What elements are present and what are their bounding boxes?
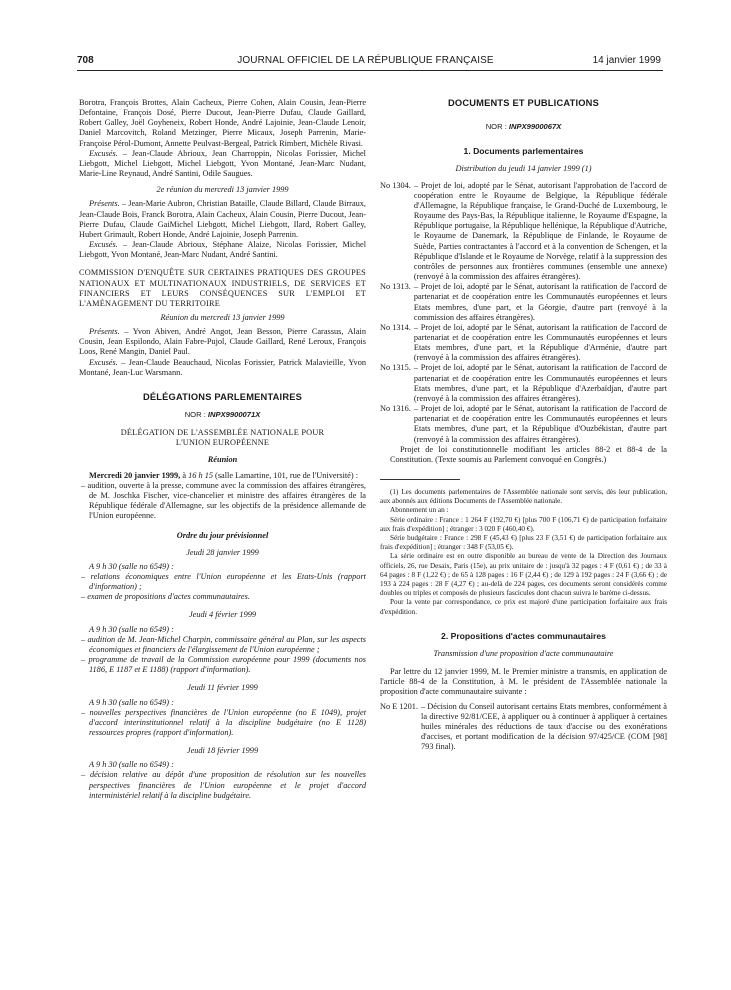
section-1-heading: 1. Documents parlementaires [463, 146, 584, 157]
documents-heading: DOCUMENTS ET PUBLICATIONS [448, 98, 599, 108]
document-number: No 1316. [380, 404, 411, 414]
agenda-item: – programme de travail de la Commission européenne pour 1999 (documents nos 1186, E 1187 et E 1188) (rapport d'information). [81, 655, 366, 675]
present-names: – Yvon Abiven, André Angot, Jean Besson, Pierre Carassus, Alain Cousin, Jean Espilondo, Alain Fabre-Pujol, Claude Gaillard, René Leroux, François Loos, René Mangin, Daniel Paul. [79, 327, 366, 357]
journal-title: JOURNAL OFFICIEL DE LA RÉPUBLIQUE FRANÇAISE [237, 55, 494, 66]
meeting-connector: à [180, 470, 189, 480]
footnote-ordinary-series: Série ordinaire : France : 1 264 F (192,70 €) [plus 700 F (106,71 €) de participation forfaitaire aux frais d'expédition] ; étranger : 3 020 F (460,40 €). [380, 515, 667, 533]
community-act-entry [380, 702, 667, 753]
footnote-subscription: Abonnement un an : [390, 506, 449, 515]
agenda-list [79, 548, 366, 809]
footnote-unit-prices: La série ordinaire est en outre disponible au bureau de vente de la Direction des Journaux officiels, 26, rue Desaix, Paris (15e), au prix unitaire de : jusqu'à 32 pages : 4 F (0,61 €) ; de 33 à 64 pages : 8 F (1,22 €) ; de 65 à 128 pages : 16 F (2,44 €) ; de 129 à 192 pages : 24 F (3,66 €) ; de 193 à 224 pages : 28 F (4,27 €) ; au-delà de 224 pages, ces documents seront considérés comme doubles ou triples et composés de plusieurs fascicules dont chacun suivra le barème ci-dessus. [380, 552, 667, 598]
excused-paragraph-2 [79, 240, 366, 260]
constitution-note: Projet de loi constitutionnelle modifiant les articles 88-2 et 88-4 de la Constitution. (Texte soumis au Parlement convoqué en Congrès.) [390, 444, 667, 464]
document-list [380, 181, 667, 445]
right-column [380, 98, 667, 752]
agenda-date: Jeudi 28 janvier 1999 [186, 547, 259, 557]
meeting-subheading: Réunion du mercredi 13 janvier 1999 [160, 312, 285, 322]
delegations-heading: DÉLÉGATIONS PARLEMENTAIRES [142, 391, 303, 402]
nor-reference [79, 410, 366, 420]
footnote-rule [380, 479, 460, 480]
document-number: No 1315. [380, 363, 411, 373]
excused-label: Excusés. [89, 148, 118, 158]
agenda-item: – audition de M. Jean-Michel Charpin, commissaire général au Plan, sur les aspects économiques et financiers de l'élargissement de l'Union européenne ; [81, 634, 366, 654]
document-entry [380, 363, 667, 404]
agenda-item: – relations économiques entre l'Union européenne et les Etats-Unis (rapport d'information) ; [81, 571, 366, 592]
footnote-1: (1) Les documents parlementaires de l'Assemblée nationale sont servis, dès leur publication, aux abonnés aux éditions Documents de l'Assemblée nationale. [380, 488, 667, 506]
footnote-budget-series: Série budgétaire : France : 298 F (45,43 €) [plus 23 F (3,51 €) de participation forfaitaire aux frais d'expédition] ; étranger : 348 F (53,05 €). [380, 534, 667, 552]
document-text: – Projet de loi, adopté par le Sénat, autorisant la ratification de l'accord de partenariat et de coopération entre les Communautés européennes et leurs Etats membres, d'une part, et la Géorgie, d'autre part (renvoyé à la commission des affaires étrangères). [413, 282, 667, 322]
nor-code: INPX9900071X [207, 410, 261, 420]
meeting-date: Mercredi 20 janvier 1999, [89, 470, 181, 480]
excused-names: – Jean-Claude Abrioux, Jean Charroppin, Nicolas Forissier, Michel Liebgott, Michel Liebgott, Michel Liebgott, Yvon Montané, Jean-Marc Nudant, Marie-Line Reynaud, André Santini, Odile Saugues. [79, 148, 366, 179]
distribution-line: Distribution du jeudi 14 janvier 1999 (1) [455, 164, 592, 174]
document-text: – Projet de loi, adopté par le Sénat, autorisant la ratification de l'accord de partenariat et de coopération entre les Communautés européennes et leurs Etats membres, d'une part, et la République d'Azerbaïdjan, d'autre part (renvoyé à la commission des affaires étrangères). [413, 363, 667, 403]
meeting-location: (salle Lamartine, 101, rue de l'Université) : [212, 470, 359, 480]
excused-label: Excusés. [89, 240, 118, 250]
section-2-heading: 2. Propositions d'actes communautaires [441, 630, 606, 641]
document-text: – Projet de loi, adopté par le Sénat, autorisant l'approbation de l'accord de coopération entre le Royaume de Belgique, la République fédérale d'Allemagne, la République française, le Grand-Duché de Luxembourg, le Royaume des Pays-Bas, la République italienne, le Royaume d'Espagne, la République portugaise, la République hellénique, la République d'Autriche, le Royaume de Danemark, la République de Finlande, le Royaume de Suède, Parties contractantes à l'accord et à la convention de Schengen, et la République d'Islande et le Royaume de Norvège, relatif à la suppression des contrôles de personnes aux frontières communes (ensemble une annexe) (renvoyé à la commission des affaires étrangères). [413, 180, 667, 282]
agenda-item: – décision relative au dépôt d'une proposition de résolution sur les nouvelles perspectives financières de l'Union européenne et le projet d'accord interministériel relatif à la discipline budgétaire. [81, 770, 366, 800]
transmission-subheading: Transmission d'une proposition d'acte communautaire [433, 649, 614, 658]
nor-label: NOR : [485, 122, 509, 132]
community-act-number: No E 1201. [380, 701, 419, 711]
document-text: – Projet de loi, adopté par le Sénat, autorisant la ratification de l'accord de partenariat et de coopération entre les Communautés européennes et leurs Etats membres, d'une part, et la République d'Arménie, d'autre part (renvoyé à la commission des affaires étrangères). [413, 322, 667, 363]
footnote-mail-order: Pour la vente par correspondance, ce prix est majoré d'une participation forfaitaire aux frais d'expédition. [380, 598, 667, 616]
meeting-subheading: 2e réunion du mercredi 13 janvier 1999 [156, 185, 289, 195]
document-number: No 1313. [380, 282, 411, 292]
present-label: Présents. [89, 327, 120, 337]
delegation-title: DÉLÉGATION DE L'ASSEMBLÉE NATIONALE POUR L'UNION EUROPÉENNE [120, 428, 325, 448]
document-entry [380, 404, 667, 445]
document-number: No 1314. [380, 322, 411, 332]
document-entry [380, 282, 667, 323]
attendance-intro: Borotra, François Brottes, Alain Cacheux, Pierre Cohen, Alain Cousin, Jean-Pierre Defontaine, François Dosé, Pierre Ducout, Jean-Pierre Dufau, Claude Gaillard, Robert Galley, Joël Goyheneix, Robert Honde, André Lajoinie, Jean-Claude Lenoir, Daniel Marcovitch, Roland Metzinger, Pierre Micaux, Joseph Parrenin, Marie-Françoise Pérol-Dumont, Annette Peulvast-Bergeal, Patrick Rimbert, Michèle Rivasi. [79, 98, 366, 148]
document-text: – Projet de loi, adopté par le Sénat, autorisant la ratification de l'accord de partenariat et de coopération entre les Communautés européennes et leurs Etats membres, d'une part, et la République d'Ouzbékistan, d'autre part (renvoyé à la commission des affaires étrangères). [413, 404, 667, 444]
excused-label: Excusés. [89, 357, 118, 367]
meeting-line [79, 471, 366, 481]
community-act-text: – Décision du Conseil autorisant certains Etats membres, conformément à la directive 92/81/CEE, à appliquer ou à continuer à appliquer à certaines huiles minérales des réductions de taux d'accise ou des exonérations d'accises, et portant modification de la décision 97/425/CE (COM [98] 793 final). [421, 701, 667, 752]
issue-date: 14 janvier 1999 [592, 55, 661, 66]
agenda-date: Jeudi 4 février 1999 [188, 610, 257, 620]
meeting-time: 16 h 15 [188, 470, 213, 480]
present-paragraph-2 [79, 199, 366, 240]
footnotes [380, 488, 667, 617]
agenda-item: – nouvelles perspectives financières de l'Union européenne (no E 1049), projet d'accord interinstitutionnel relatif à la discipline budgétaire (no E 1128) ressources propres (rapport d'information). [81, 707, 366, 737]
agenda-time: A 9 h 30 (salle no 6549) : [89, 697, 174, 707]
agenda-heading: Ordre du jour prévisionnel [176, 531, 269, 541]
present-paragraph-3 [79, 327, 366, 357]
page-number: 708 [77, 55, 94, 66]
excused-names: – Jean-Claude Abrioux, Stéphane Alaize, Nicolas Forissier, Michel Liebgott, Yvon Montané, Jean-Marc Nudant, André Santini. [79, 240, 366, 260]
agenda-item: – examen de propositions d'actes communautaires. [81, 592, 250, 602]
agenda-time: A 9 h 30 (salle no 6549) : [89, 624, 174, 634]
agenda-date: Jeudi 11 février 1999 [187, 683, 258, 693]
agenda-time: A 9 h 30 (salle no 6549) : [89, 561, 174, 571]
nor-label: NOR : [184, 410, 208, 420]
commission-title: COMMISSION D'ENQUÊTE SUR CERTAINES PRATIQUES DES GROUPES NATIONAUX ET MULTINATIONAUX INDUSTRIELS, DE SERVICES ET FINANCIERS ET LEURS CONSÉQUENCES SUR L'EMPLOI ET L'AMÉNAGEMENT DU TERRITOIRE [79, 268, 366, 308]
present-label: Présents. [89, 199, 120, 209]
agenda-date: Jeudi 18 février 1999 [186, 746, 259, 756]
excused-names: – Jean-Claude Beauchaud, Nicolas Forissier, Patrick Malavieille, Yvon Montané, Jean-Luc Warsmann. [79, 357, 366, 377]
document-number: No 1304. [380, 180, 411, 190]
excused-paragraph-1 [79, 149, 366, 179]
excused-paragraph-3 [79, 358, 366, 378]
reunion-label: Réunion [207, 454, 238, 464]
document-entry [380, 181, 667, 283]
nor-code: INPX9900067X [508, 122, 562, 132]
document-entry [380, 323, 667, 364]
agenda-time: A 9 h 30 (salle no 6549) : [89, 760, 174, 770]
header-rule [77, 70, 663, 71]
present-names: – Jean-Marie Aubron, Christian Bataille, Claude Billard, Claude Birraux, Jean-Claude Bois, Franck Borotra, Alain Cacheux, Alain Cousin, Pierre Ducout, Jean-Pierre Dufau, Claude GaiMichel Liebgott, Michel Liebgott, Ilard, Robert Galley, Hubert Grimault, Robert Honde, André Lajoinie, Joseph Parrenin. [79, 199, 366, 239]
nor-reference [380, 122, 667, 132]
left-column [79, 98, 366, 809]
meeting-item: – audition, ouverte à la presse, commune avec la commission des affaires étrangères, de M. Joschka Fischer, vice-chancelier et ministre des affaires étrangères de la République fédérale d'Allemagne, sur les objectifs de la présidence allemande de l'Union européenne. [81, 480, 366, 521]
transmission-text: Par lettre du 12 janvier 1999, M. le Premier ministre a transmis, en application de l'article 88-4 de la Constitution, à M. le président de l'Assemblée nationale la proposition d'acte communautaire suivante : [380, 667, 667, 697]
